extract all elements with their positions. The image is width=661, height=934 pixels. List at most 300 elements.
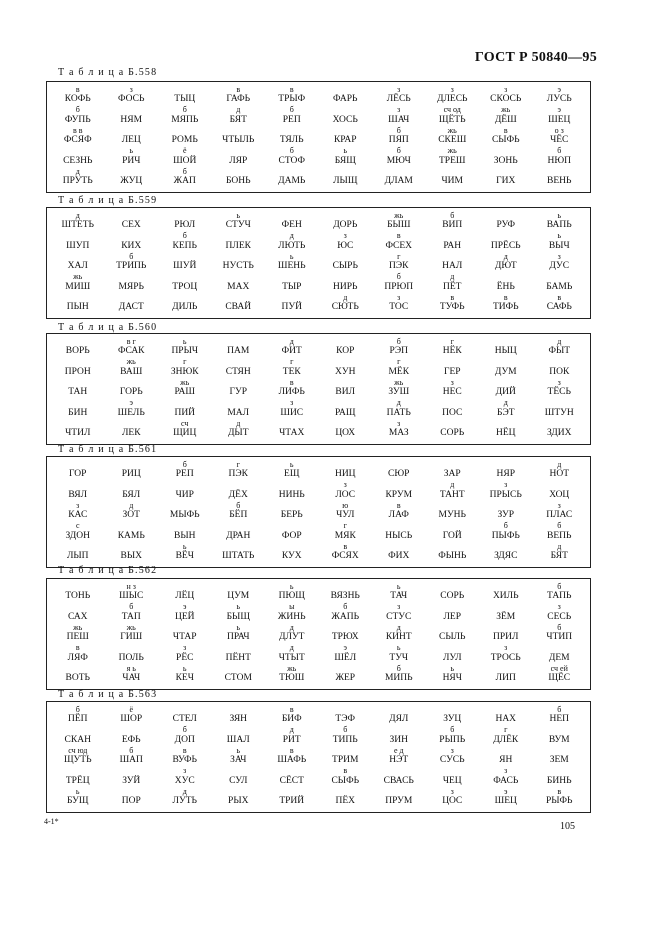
word-text: БОНЬ xyxy=(225,175,251,186)
phonetic-mark: ь xyxy=(182,541,187,551)
word-cell xyxy=(426,420,480,440)
word-cell xyxy=(533,358,587,378)
word-cell xyxy=(372,665,426,685)
word-cell xyxy=(158,379,212,399)
phonetic-mark xyxy=(105,767,159,775)
word-text: ШТЕТЬ xyxy=(61,220,94,231)
word-text: ЗОТ xyxy=(122,510,140,521)
phonetic-mark xyxy=(426,603,480,611)
word-table xyxy=(46,207,591,319)
phonetic-mark: э xyxy=(129,398,133,408)
phonetic-mark xyxy=(105,481,159,489)
word-cell xyxy=(158,481,212,501)
word-text: ЛОС xyxy=(335,489,356,500)
phonetic-mark: б xyxy=(396,663,401,673)
word-text: ГАФЬ xyxy=(226,94,251,105)
word-text: БИФ xyxy=(281,714,302,725)
word-cell xyxy=(426,232,480,252)
word-text: БЯТ xyxy=(229,114,247,125)
word-text: ФАСЬ xyxy=(493,775,519,786)
phonetic-mark: э xyxy=(343,643,347,653)
word-cell xyxy=(158,767,212,787)
word-text: ЗДИХ xyxy=(547,427,572,438)
phonetic-mark xyxy=(426,583,480,591)
phonetic-mark xyxy=(158,583,212,591)
phonetic-mark xyxy=(265,294,319,302)
phonetic-mark: б xyxy=(557,582,562,591)
word-cell xyxy=(105,273,159,293)
word-cell xyxy=(319,624,373,644)
phonetic-mark: о з xyxy=(554,125,564,135)
phonetic-mark: ь xyxy=(289,251,294,261)
phonetic-mark: в xyxy=(289,705,294,714)
word-cell xyxy=(533,644,587,664)
word-text: ТЭФ xyxy=(335,714,356,725)
word-text: СУЛ xyxy=(229,775,248,786)
phonetic-mark xyxy=(212,665,266,673)
word-text: ЖАП xyxy=(173,175,196,186)
phonetic-mark xyxy=(265,481,319,489)
word-cell xyxy=(158,747,212,767)
phonetic-mark: г xyxy=(343,521,347,531)
word-text: ФЫТ xyxy=(548,346,571,357)
word-cell xyxy=(372,399,426,419)
phonetic-mark xyxy=(372,461,426,469)
word-cell xyxy=(51,253,105,273)
phonetic-mark xyxy=(51,420,105,428)
word-text: ПЮЩ xyxy=(278,591,305,602)
word-text: СТЯН xyxy=(225,366,251,377)
word-cell xyxy=(533,147,587,167)
word-text: ЩЁТЬ xyxy=(438,114,466,125)
phonetic-mark: ь xyxy=(236,622,241,632)
word-text: СТОМ xyxy=(224,672,252,683)
word-text: РИЧ xyxy=(122,155,141,166)
word-cell xyxy=(158,338,212,358)
word-text: ХОЦ xyxy=(549,489,570,500)
word-cell xyxy=(372,232,426,252)
word-cell xyxy=(212,543,266,563)
word-cell xyxy=(105,338,159,358)
word-cell xyxy=(158,106,212,126)
word-cell xyxy=(479,788,533,808)
word-cell xyxy=(105,168,159,188)
word-text: ЛУТЬ xyxy=(172,795,197,806)
phonetic-mark: б xyxy=(182,105,187,115)
phonetic-mark xyxy=(265,522,319,530)
word-cell xyxy=(372,726,426,746)
word-text: СТУЧ xyxy=(225,220,251,231)
word-text: ЛЫЩ xyxy=(333,175,358,186)
word-text: ВЯЛ xyxy=(68,489,88,500)
word-text: ЗОНЬ xyxy=(493,155,518,166)
phonetic-mark xyxy=(372,481,426,489)
word-text: ДЛЕСЬ xyxy=(436,94,468,105)
phonetic-mark xyxy=(51,481,105,489)
phonetic-mark xyxy=(319,420,373,428)
phonetic-mark xyxy=(158,399,212,407)
word-cell xyxy=(105,644,159,664)
word-cell xyxy=(479,644,533,664)
phonetic-mark: г xyxy=(397,357,401,367)
word-text: ЖИНЬ xyxy=(277,611,306,622)
phonetic-mark: ь xyxy=(289,460,294,469)
phonetic-mark xyxy=(372,706,426,714)
word-text: РЫПЬ xyxy=(439,734,466,745)
phonetic-mark: б xyxy=(557,146,562,156)
word-text: ПРАЧ xyxy=(226,632,250,643)
word-text: НАХ xyxy=(495,714,517,725)
word-cell xyxy=(212,212,266,232)
word-text: СВАЙ xyxy=(225,301,252,312)
word-cell xyxy=(212,338,266,358)
word-text: НУСТЬ xyxy=(222,261,254,272)
word-cell xyxy=(158,726,212,746)
word-cell xyxy=(105,481,159,501)
word-cell xyxy=(533,461,587,481)
word-text: БИН xyxy=(68,407,88,418)
word-cell xyxy=(319,481,373,501)
word-text: ЦУМ xyxy=(227,591,250,602)
phonetic-mark: г xyxy=(290,357,294,367)
phonetic-mark: з xyxy=(557,500,561,510)
word-cell xyxy=(265,127,319,147)
word-cell xyxy=(533,706,587,726)
phonetic-mark xyxy=(51,253,105,261)
word-cell xyxy=(319,106,373,126)
phonetic-mark: з xyxy=(397,602,401,612)
phonetic-mark xyxy=(372,726,426,734)
word-text: МИШ xyxy=(65,281,91,292)
word-cell xyxy=(426,399,480,419)
phonetic-mark: г xyxy=(236,460,240,469)
word-text: ФАРЬ xyxy=(332,94,358,105)
word-cell xyxy=(426,106,480,126)
phonetic-mark: в xyxy=(236,85,241,94)
word-cell xyxy=(479,502,533,522)
word-cell xyxy=(105,788,159,808)
phonetic-mark: з xyxy=(450,377,454,387)
word-text: ТРОСЬ xyxy=(490,652,521,663)
word-cell xyxy=(372,603,426,623)
phonetic-mark: я ь xyxy=(126,663,136,673)
word-cell xyxy=(158,522,212,542)
phonetic-mark: в xyxy=(289,377,294,387)
phonetic-mark xyxy=(265,273,319,281)
phonetic-mark: б xyxy=(396,125,401,135)
word-cell xyxy=(51,420,105,440)
phonetic-mark: б xyxy=(343,725,348,735)
phonetic-mark: б xyxy=(75,105,80,115)
word-cell xyxy=(265,273,319,293)
word-text: ПРИЛ xyxy=(493,632,519,643)
word-text: ЧИР xyxy=(175,489,194,500)
word-text: ЛИФЬ xyxy=(278,387,305,398)
word-cell xyxy=(426,522,480,542)
word-text: ХОСЬ xyxy=(332,114,358,125)
word-text: МУНЬ xyxy=(438,510,466,521)
phonetic-mark: д xyxy=(236,418,241,428)
word-text: ГОЙ xyxy=(442,530,462,541)
word-cell xyxy=(372,212,426,232)
word-text: ПОР xyxy=(121,795,141,806)
word-cell xyxy=(105,253,159,273)
phonetic-mark: б xyxy=(182,725,187,735)
phonetic-mark: э xyxy=(557,105,561,115)
word-text: КОФЬ xyxy=(64,94,91,105)
word-cell xyxy=(533,86,587,106)
word-cell xyxy=(533,522,587,542)
word-cell xyxy=(105,106,159,126)
word-cell xyxy=(319,147,373,167)
word-text: ШАФЬ xyxy=(277,755,307,766)
word-cell xyxy=(479,168,533,188)
phonetic-mark: д xyxy=(557,337,562,346)
word-cell xyxy=(426,603,480,623)
word-text: ПРЫСЬ xyxy=(489,489,522,500)
phonetic-mark xyxy=(212,232,266,240)
word-text: РАЩ xyxy=(334,407,356,418)
phonetic-mark: з xyxy=(397,105,401,115)
word-text: КИХ xyxy=(121,240,142,251)
word-cell xyxy=(426,461,480,481)
phonetic-mark: д xyxy=(450,480,455,490)
word-text: ДЛЁК xyxy=(493,734,519,745)
word-cell xyxy=(212,767,266,787)
word-cell xyxy=(158,273,212,293)
word-text: САФЬ xyxy=(546,301,572,312)
word-cell xyxy=(51,788,105,808)
word-cell xyxy=(265,106,319,126)
phonetic-mark: в xyxy=(75,85,80,94)
table-caption: Т а б л и ц а Б.562 xyxy=(58,565,158,576)
word-text: РЫФЬ xyxy=(545,795,573,806)
word-cell xyxy=(479,747,533,767)
phonetic-mark xyxy=(479,665,533,673)
phonetic-mark: б xyxy=(182,166,187,176)
phonetic-mark xyxy=(426,358,480,366)
word-cell xyxy=(426,253,480,273)
word-cell xyxy=(479,665,533,685)
word-cell xyxy=(426,543,480,563)
word-cell xyxy=(426,127,480,147)
word-text: ПОК xyxy=(549,366,570,377)
phonetic-mark xyxy=(158,294,212,302)
phonetic-mark xyxy=(319,358,373,366)
phonetic-mark xyxy=(319,624,373,632)
phonetic-mark: б xyxy=(129,745,134,755)
word-cell xyxy=(533,273,587,293)
word-cell xyxy=(265,747,319,767)
phonetic-mark xyxy=(105,232,159,240)
phonetic-mark: ь xyxy=(129,146,134,156)
phonetic-mark: ё xyxy=(182,146,187,156)
word-cell xyxy=(51,706,105,726)
word-cell xyxy=(319,358,373,378)
word-cell xyxy=(319,294,373,314)
word-text: ДИЙ xyxy=(495,387,516,398)
word-text: ШОР xyxy=(120,714,143,725)
word-cell xyxy=(533,253,587,273)
word-text: ВЕПЬ xyxy=(547,530,572,541)
word-cell xyxy=(51,338,105,358)
word-cell xyxy=(212,294,266,314)
phonetic-mark: в xyxy=(396,231,401,241)
phonetic-mark: в xyxy=(75,643,80,653)
phonetic-mark xyxy=(158,624,212,632)
phonetic-mark xyxy=(319,106,373,114)
phonetic-mark xyxy=(158,502,212,510)
word-text: ПРЮП xyxy=(384,281,414,292)
word-text: ЩЁС xyxy=(548,672,571,683)
word-text: СУСЬ xyxy=(439,755,465,766)
phonetic-mark xyxy=(212,583,266,591)
word-text: НОТ xyxy=(549,469,570,480)
word-cell xyxy=(426,481,480,501)
word-cell xyxy=(212,420,266,440)
word-cell xyxy=(265,212,319,232)
word-text: СЮР xyxy=(388,469,410,480)
phonetic-mark: з xyxy=(343,480,347,490)
phonetic-mark xyxy=(51,294,105,302)
word-text: ТУФЬ xyxy=(439,301,465,312)
word-cell xyxy=(51,147,105,167)
phonetic-mark xyxy=(533,358,587,366)
word-text: ШЕЦ xyxy=(494,795,517,806)
word-cell xyxy=(105,706,159,726)
footer-signature-mark: 4-1* xyxy=(44,817,59,826)
phonetic-mark xyxy=(212,253,266,261)
phonetic-mark: з xyxy=(129,85,133,94)
phonetic-mark xyxy=(212,273,266,281)
word-table xyxy=(46,81,591,193)
phonetic-mark xyxy=(51,399,105,407)
word-text: ШАЛ xyxy=(226,734,250,745)
word-cell xyxy=(105,461,159,481)
word-cell xyxy=(533,127,587,147)
word-text: ПЫН xyxy=(66,301,89,312)
word-text: ПАТЬ xyxy=(386,407,411,418)
phonetic-mark: з xyxy=(450,786,454,796)
word-text: ТИПЬ xyxy=(332,734,358,745)
word-text: ЛЕЦ xyxy=(121,135,141,146)
word-cell xyxy=(479,147,533,167)
word-text: НЯР xyxy=(496,469,515,480)
word-text: МАХ xyxy=(227,281,250,292)
word-cell xyxy=(265,358,319,378)
word-text: НЫСЬ xyxy=(385,530,413,541)
word-table xyxy=(46,578,591,690)
word-text: НЁЦ xyxy=(495,427,516,438)
table-caption: Т а б л и ц а Б.560 xyxy=(58,322,158,333)
phonetic-mark xyxy=(479,379,533,387)
phonetic-mark xyxy=(479,358,533,366)
word-text: ПИЙ xyxy=(174,407,196,418)
phonetic-mark xyxy=(319,583,373,591)
word-text: ЦОХ xyxy=(335,427,356,438)
word-cell xyxy=(372,706,426,726)
word-cell xyxy=(158,168,212,188)
word-cell xyxy=(372,147,426,167)
phonetic-mark: ё xyxy=(129,705,134,714)
word-text: ФИХ xyxy=(388,550,410,561)
phonetic-mark: д xyxy=(182,786,187,796)
word-cell xyxy=(479,127,533,147)
word-cell xyxy=(479,106,533,126)
phonetic-mark xyxy=(105,522,159,530)
word-cell xyxy=(51,543,105,563)
word-cell xyxy=(319,461,373,481)
table-caption: Т а б л и ц а Б.563 xyxy=(58,689,158,700)
word-text: ВИП xyxy=(442,220,463,231)
document-header: ГОСТ Р 50840—95 xyxy=(474,50,597,65)
word-cell xyxy=(158,232,212,252)
phonetic-mark: д xyxy=(289,643,294,653)
word-cell xyxy=(212,253,266,273)
phonetic-mark: д xyxy=(396,398,401,408)
word-text: СЕСЬ xyxy=(547,611,572,622)
phonetic-mark: б xyxy=(450,725,455,735)
phonetic-mark: э xyxy=(183,602,187,612)
phonetic-mark xyxy=(51,461,105,469)
phonetic-mark: б xyxy=(557,521,562,531)
word-text: ЗАЧ xyxy=(230,755,247,766)
word-text: ФСЯФ xyxy=(63,135,92,146)
word-cell xyxy=(533,603,587,623)
word-text: СЮТЬ xyxy=(331,301,359,312)
word-cell xyxy=(265,726,319,746)
word-cell xyxy=(319,644,373,664)
word-text: ВОТЬ xyxy=(65,672,90,683)
phonetic-mark xyxy=(265,502,319,510)
word-cell xyxy=(212,726,266,746)
word-cell xyxy=(158,420,212,440)
phonetic-mark xyxy=(319,168,373,176)
word-text: ГУР xyxy=(229,387,247,398)
word-text: ФСЯХ xyxy=(331,550,359,561)
word-cell xyxy=(265,399,319,419)
phonetic-mark xyxy=(479,461,533,469)
word-cell xyxy=(212,481,266,501)
phonetic-mark xyxy=(479,624,533,632)
word-text: ПРОН xyxy=(64,366,91,377)
word-cell xyxy=(158,86,212,106)
word-text: БУЩ xyxy=(67,795,89,806)
word-cell xyxy=(319,788,373,808)
word-cell xyxy=(533,543,587,563)
phonetic-mark xyxy=(158,86,212,94)
phonetic-mark: д xyxy=(75,166,80,176)
phonetic-mark xyxy=(212,726,266,734)
word-text: ШОЙ xyxy=(173,155,197,166)
word-cell xyxy=(426,644,480,664)
phonetic-mark: д xyxy=(289,337,294,346)
phonetic-mark xyxy=(265,127,319,135)
phonetic-mark xyxy=(212,338,266,346)
phonetic-mark: в xyxy=(503,292,508,302)
phonetic-mark: з xyxy=(504,766,508,776)
word-text: РИЦ xyxy=(121,469,141,480)
word-text: ШЫС xyxy=(119,591,144,602)
word-text: ВАПЬ xyxy=(546,220,572,231)
phonetic-mark: в xyxy=(289,85,294,94)
word-text: РЕП xyxy=(175,469,194,480)
word-cell xyxy=(533,106,587,126)
word-text: ПЫФЬ xyxy=(491,530,520,541)
word-cell xyxy=(319,747,373,767)
word-text: ЛИП xyxy=(495,672,516,683)
word-text: СЫФЬ xyxy=(331,775,360,786)
